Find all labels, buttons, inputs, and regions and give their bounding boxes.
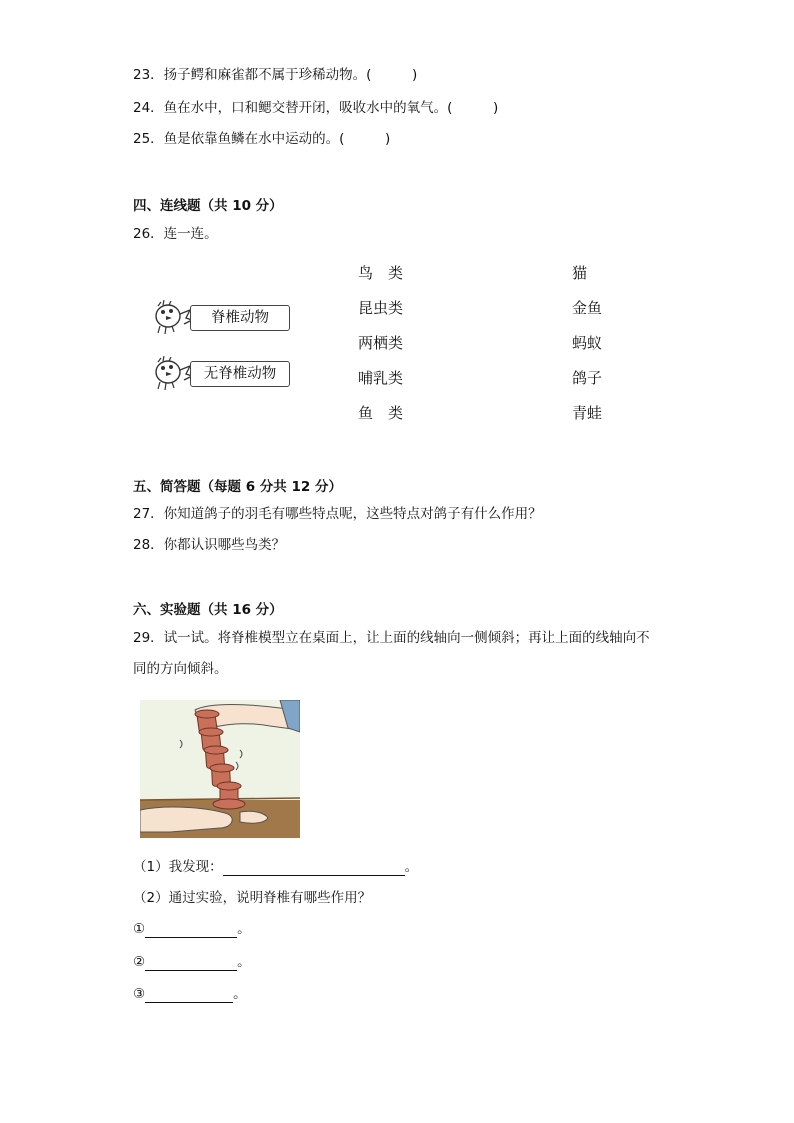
part1-label: （1）我发现：: [133, 859, 223, 875]
answer-line-3: [133, 985, 247, 1003]
category-vertebrate[interactable]: [150, 300, 290, 334]
middle-item-birds[interactable]: 鸟 类: [358, 264, 404, 282]
middle-item-fish[interactable]: 鱼 类: [358, 404, 404, 422]
middle-item-insects[interactable]: 昆虫类: [358, 299, 404, 317]
middle-item-amphibians[interactable]: 两栖类: [358, 334, 404, 352]
question-23: 23．扬子鳄和麻雀都不属于珍稀动物。( ): [133, 67, 418, 83]
answer-end: 。: [237, 954, 251, 970]
answer-marker: ②: [133, 954, 146, 970]
right-item-pigeon[interactable]: 鸽子: [572, 369, 603, 387]
bird-icon: [150, 356, 194, 392]
answer-blank[interactable]: [145, 923, 237, 938]
question-25: 25．鱼是依靠鱼鳞在水中运动的。( ): [133, 131, 391, 147]
answer-line-2: [133, 953, 251, 971]
right-item-goldfish[interactable]: 金鱼: [572, 299, 603, 317]
section-4-heading: 四、连线题（共 10 分）: [133, 198, 283, 214]
answer-blank[interactable]: [145, 988, 233, 1003]
question-26: 26．连一连。: [133, 226, 218, 242]
answer-marker: ③: [133, 986, 146, 1002]
answer-end: 。: [237, 921, 251, 937]
category-label: 脊椎动物: [211, 310, 269, 326]
right-item-cat[interactable]: 猫: [572, 264, 588, 282]
section-5-heading: 五、简答题（每题 6 分共 12 分）: [133, 479, 342, 495]
question-29-line1: 29．试一试。将脊椎模型立在桌面上，让上面的线轴向一侧倾斜；再让上面的线轴向不: [133, 630, 650, 646]
middle-item-mammals[interactable]: 哺乳类: [358, 369, 404, 387]
answer-blank[interactable]: [223, 861, 405, 876]
category-invertebrate[interactable]: [150, 356, 290, 390]
answer-marker: ①: [133, 921, 146, 937]
question-29-part2: （2）通过实验，说明脊椎有哪些作用？: [133, 890, 372, 906]
answer-end: 。: [233, 986, 247, 1002]
section-6-heading: 六、实验题（共 16 分）: [133, 602, 283, 618]
question-27: 27．你知道鸽子的羽毛有哪些特点呢，这些特点对鸽子有什么作用？: [133, 506, 542, 522]
question-29-line2: 同的方向倾斜。: [133, 661, 228, 677]
answer-blank[interactable]: [145, 956, 237, 971]
part1-end: 。: [404, 859, 419, 875]
question-29-part1: [133, 858, 418, 876]
spine-model-illustration: [140, 700, 300, 838]
right-item-frog[interactable]: 青蛙: [572, 404, 603, 422]
question-24: 24．鱼在水中，口和鳃交替开闭，吸收水中的氧气。( ): [133, 100, 499, 116]
bird-icon: [150, 300, 194, 336]
category-label: 无脊椎动物: [203, 366, 277, 382]
answer-line-1: [133, 920, 251, 938]
question-28: 28．你都认识哪些鸟类？: [133, 537, 286, 553]
right-item-ant[interactable]: 蚂蚁: [572, 334, 603, 352]
